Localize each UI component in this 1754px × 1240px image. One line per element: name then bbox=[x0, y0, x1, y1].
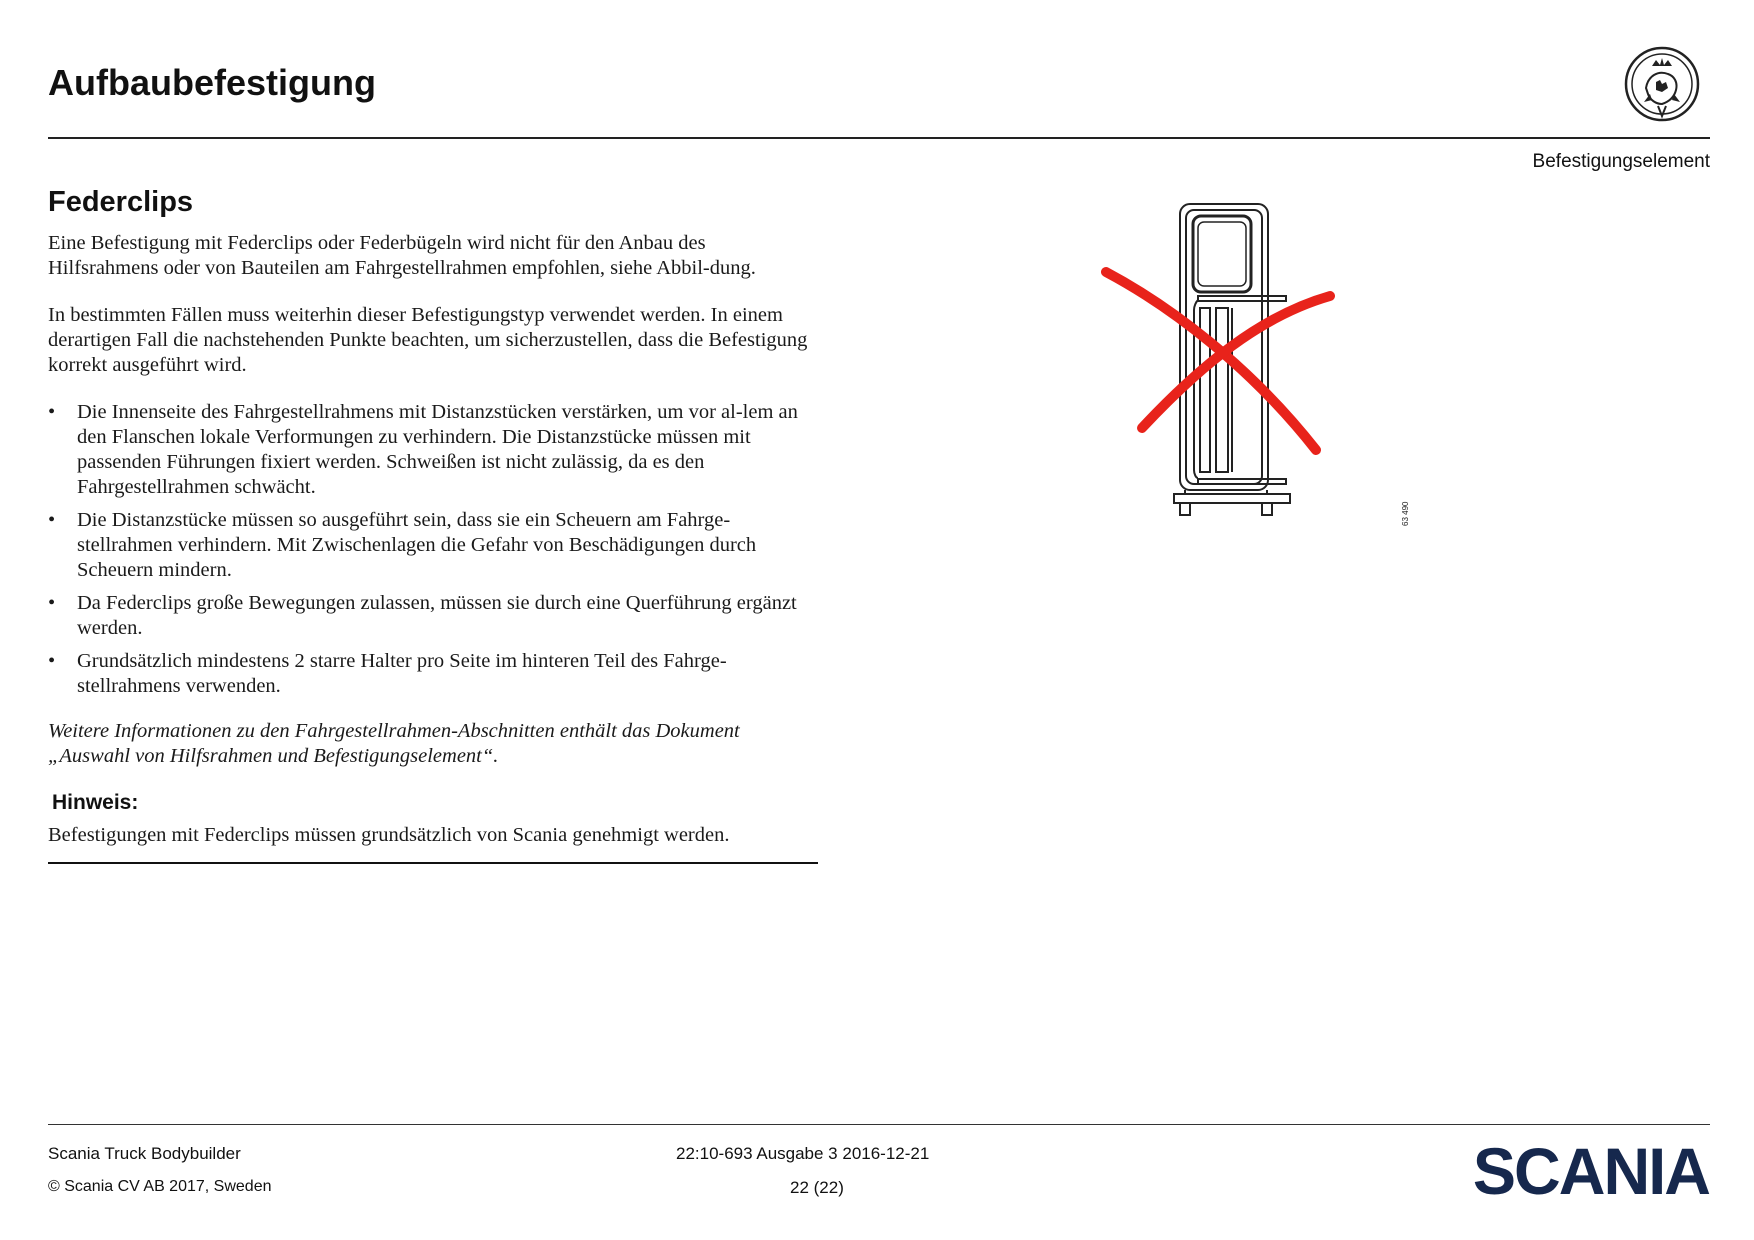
list-item bbox=[48, 508, 818, 583]
reference-note: Weitere Informationen zu den Fahrgestellrahmen-Abschnitten enthält das Dokument „Auswahl von Hilfsrahmen und Befestigungselement“. bbox=[48, 720, 740, 767]
bullet-icon: • bbox=[48, 401, 56, 423]
main-content bbox=[48, 186, 818, 864]
section-label: Befestigungselement bbox=[1532, 151, 1710, 172]
header-divider bbox=[48, 137, 1710, 139]
figure-id-label: 63 490 bbox=[1401, 501, 1410, 526]
footer-copyright: © Scania CV AB 2017, Sweden bbox=[48, 1178, 272, 1195]
spring-clip-figure bbox=[1090, 196, 1430, 542]
section-heading: Federclips bbox=[48, 186, 194, 218]
intro-paragraph: Eine Befestigung mit Federclips oder Federbügeln wird nicht für den Anbau des Hilfsrahmens oder von Bauteilen am Fahrgestellrahmen empfohlen, siehe Abbil-dung. bbox=[48, 232, 756, 279]
note-title: Hinweis: bbox=[52, 791, 139, 814]
conditions-paragraph: In bestimmten Fällen muss weiterhin dieser Befestigungstyp verwendet werden. In einem derartigen Fall die nachstehenden Punkte beachten, um sicherzustellen, dass die Befestigung korrekt ausgeführt wird. bbox=[48, 304, 808, 376]
list-item bbox=[48, 591, 818, 641]
scania-griffin-logo-icon bbox=[1622, 44, 1702, 128]
list-item-text: Die Distanzstücke müssen so ausgeführt sein, dass sie ein Scheuern am Fahrge-stellrahmen verhindern. Mit Zwischenlagen die Gefahr von Beschädigungen durch Scheuern mindern. bbox=[77, 509, 757, 581]
list-item bbox=[48, 649, 818, 699]
bullet-icon: • bbox=[48, 650, 56, 672]
scania-wordmark-logo: SCANIA bbox=[1472, 1134, 1710, 1208]
page-title: Aufbaubefestigung bbox=[48, 62, 376, 103]
requirements-list bbox=[48, 400, 818, 699]
footer-brand: Scania Truck Bodybuilder bbox=[48, 1144, 241, 1163]
footer-divider bbox=[48, 1124, 1710, 1125]
note-divider bbox=[48, 862, 818, 864]
note-text: Befestigungen mit Federclips müssen grundsätzlich von Scania genehmigt werden. bbox=[48, 824, 730, 846]
footer-document-id: 22:10-693 Ausgabe 3 2016-12-21 bbox=[676, 1144, 930, 1163]
list-item-text: Grundsätzlich mindestens 2 starre Halter pro Seite im hinteren Teil des Fahrge-stellrahmens verwenden. bbox=[77, 650, 727, 697]
list-item-text: Die Innenseite des Fahrgestellrahmens mit Distanzstücken verstärken, um vor al-lem an den Flanschen lokale Verformungen zu verhindern. Die Distanzstücke müssen mit passenden Führungen fixiert werden. Schweißen ist nicht zulässig, da es den Fahrgestellrahmen schwächt. bbox=[77, 401, 798, 498]
list-item-text: Da Federclips große Bewegungen zulassen, müssen sie durch eine Querführung ergänzt werden. bbox=[77, 592, 797, 639]
bullet-icon: • bbox=[48, 592, 56, 614]
footer-page-number: 22 (22) bbox=[790, 1178, 844, 1197]
list-item bbox=[48, 400, 818, 500]
bullet-icon: • bbox=[48, 509, 56, 531]
not-recommended-cross-icon bbox=[1106, 272, 1330, 450]
